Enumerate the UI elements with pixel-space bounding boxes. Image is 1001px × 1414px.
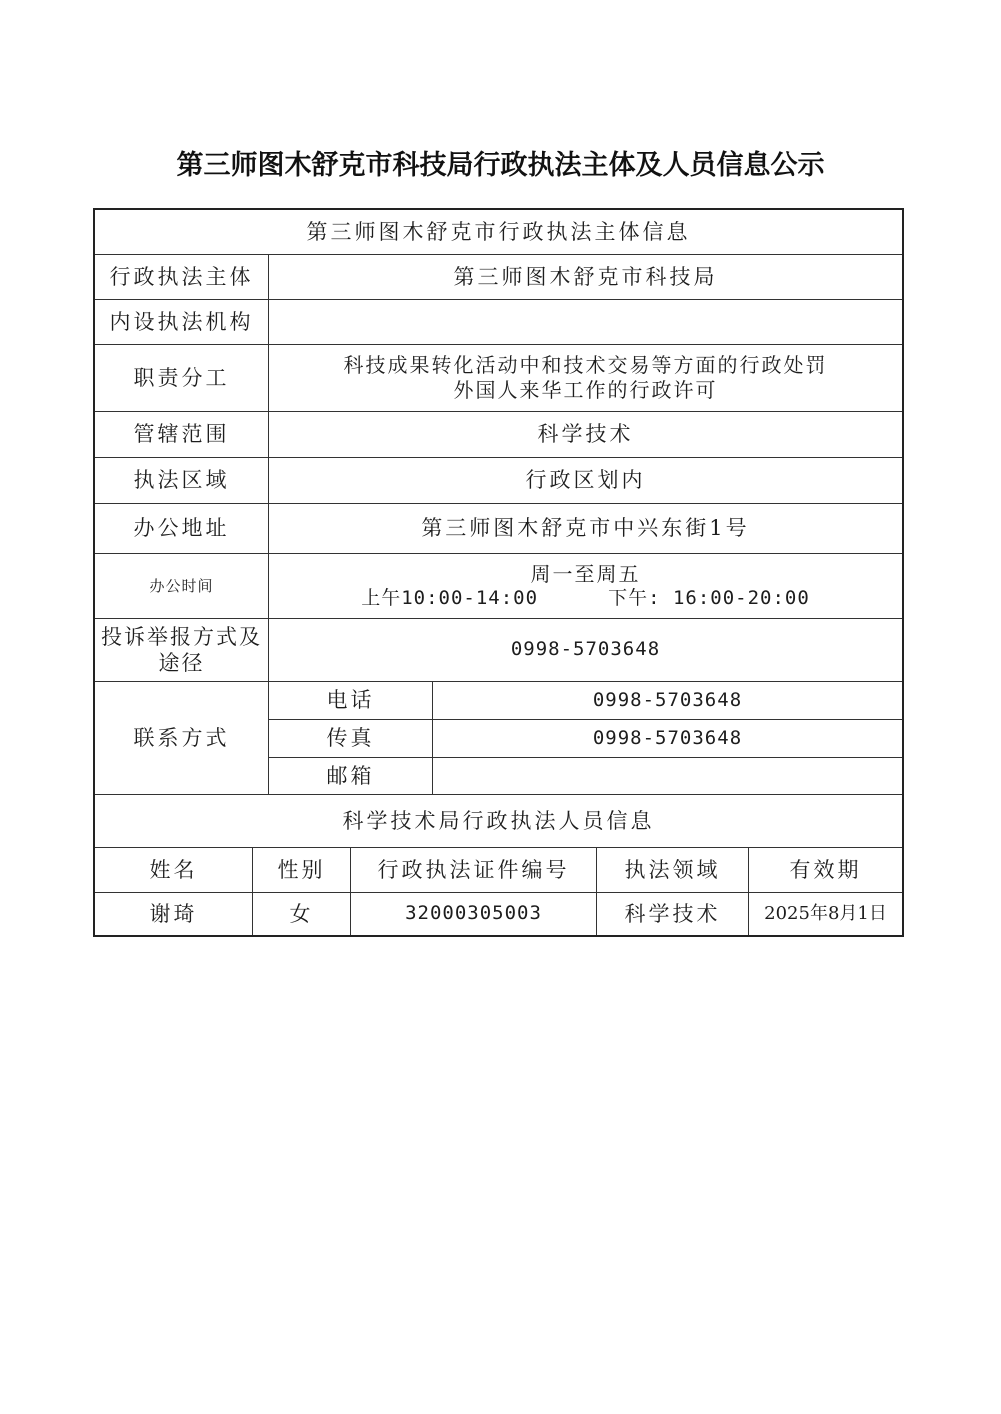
hours-label: 办公时间 (95, 554, 269, 619)
complaint-label-line-2: 途径 (158, 651, 205, 675)
subject-value: 第三师图木舒克市科技局 (269, 255, 902, 300)
col-header-gender: 性别 (253, 848, 351, 893)
fax-value: 0998-5703648 (433, 720, 902, 758)
email-value (433, 758, 902, 795)
duties-line-1: 科技成果转化活动中和技术交易等方面的行政处罚 (343, 353, 828, 377)
address-value: 第三师图木舒克市中兴东街1号 (269, 504, 902, 554)
table-row-cert-no: 32000305003 (351, 893, 597, 935)
table-row-gender: 女 (253, 893, 351, 935)
col-header-name: 姓名 (95, 848, 253, 893)
internal-value (269, 300, 902, 345)
region-value: 行政区划内 (269, 458, 902, 504)
complaint-label (95, 619, 269, 682)
duties-line-2: 外国人来华工作的行政许可 (453, 378, 718, 402)
fax-label: 传真 (269, 720, 433, 758)
address-label: 办公地址 (95, 504, 269, 554)
contact-label: 联系方式 (95, 682, 269, 795)
page-title: 第三师图木舒克市科技局行政执法主体及人员信息公示 (176, 150, 825, 181)
entity-section-header: 第三师图木舒克市行政执法主体信息 (95, 210, 902, 255)
col-header-field: 执法领域 (597, 848, 749, 893)
hours-days: 周一至周五 (530, 561, 641, 586)
table-row-name: 谢琦 (95, 893, 253, 935)
table-row-validity: 2025年8月1日 (764, 902, 887, 924)
info-table (93, 208, 904, 937)
scope-label: 管辖范围 (95, 412, 269, 458)
col-header-validity: 有效期 (749, 848, 902, 893)
region-label: 执法区域 (95, 458, 269, 504)
scope-value: 科学技术 (269, 412, 902, 458)
complaint-value: 0998-5703648 (269, 619, 902, 682)
duties-label: 职责分工 (95, 345, 269, 412)
col-header-cert-no: 行政执法证件编号 (351, 848, 597, 893)
hours-value (269, 554, 902, 619)
duties-value (269, 345, 902, 412)
table-row-field: 科学技术 (597, 893, 749, 935)
internal-label: 内设执法机构 (95, 300, 269, 345)
complaint-label-line-1: 投诉举报方式及 (101, 624, 262, 649)
phone-label: 电话 (269, 682, 433, 720)
hours-morning: 上午10:00-14:00 (361, 586, 539, 609)
subject-label: 行政执法主体 (95, 255, 269, 300)
email-label: 邮箱 (269, 758, 433, 795)
hours-afternoon: 下午: 16:00-20:00 (608, 586, 810, 609)
personnel-section-header: 科学技术局行政执法人员信息 (95, 795, 902, 848)
phone-value: 0998-5703648 (433, 682, 902, 720)
